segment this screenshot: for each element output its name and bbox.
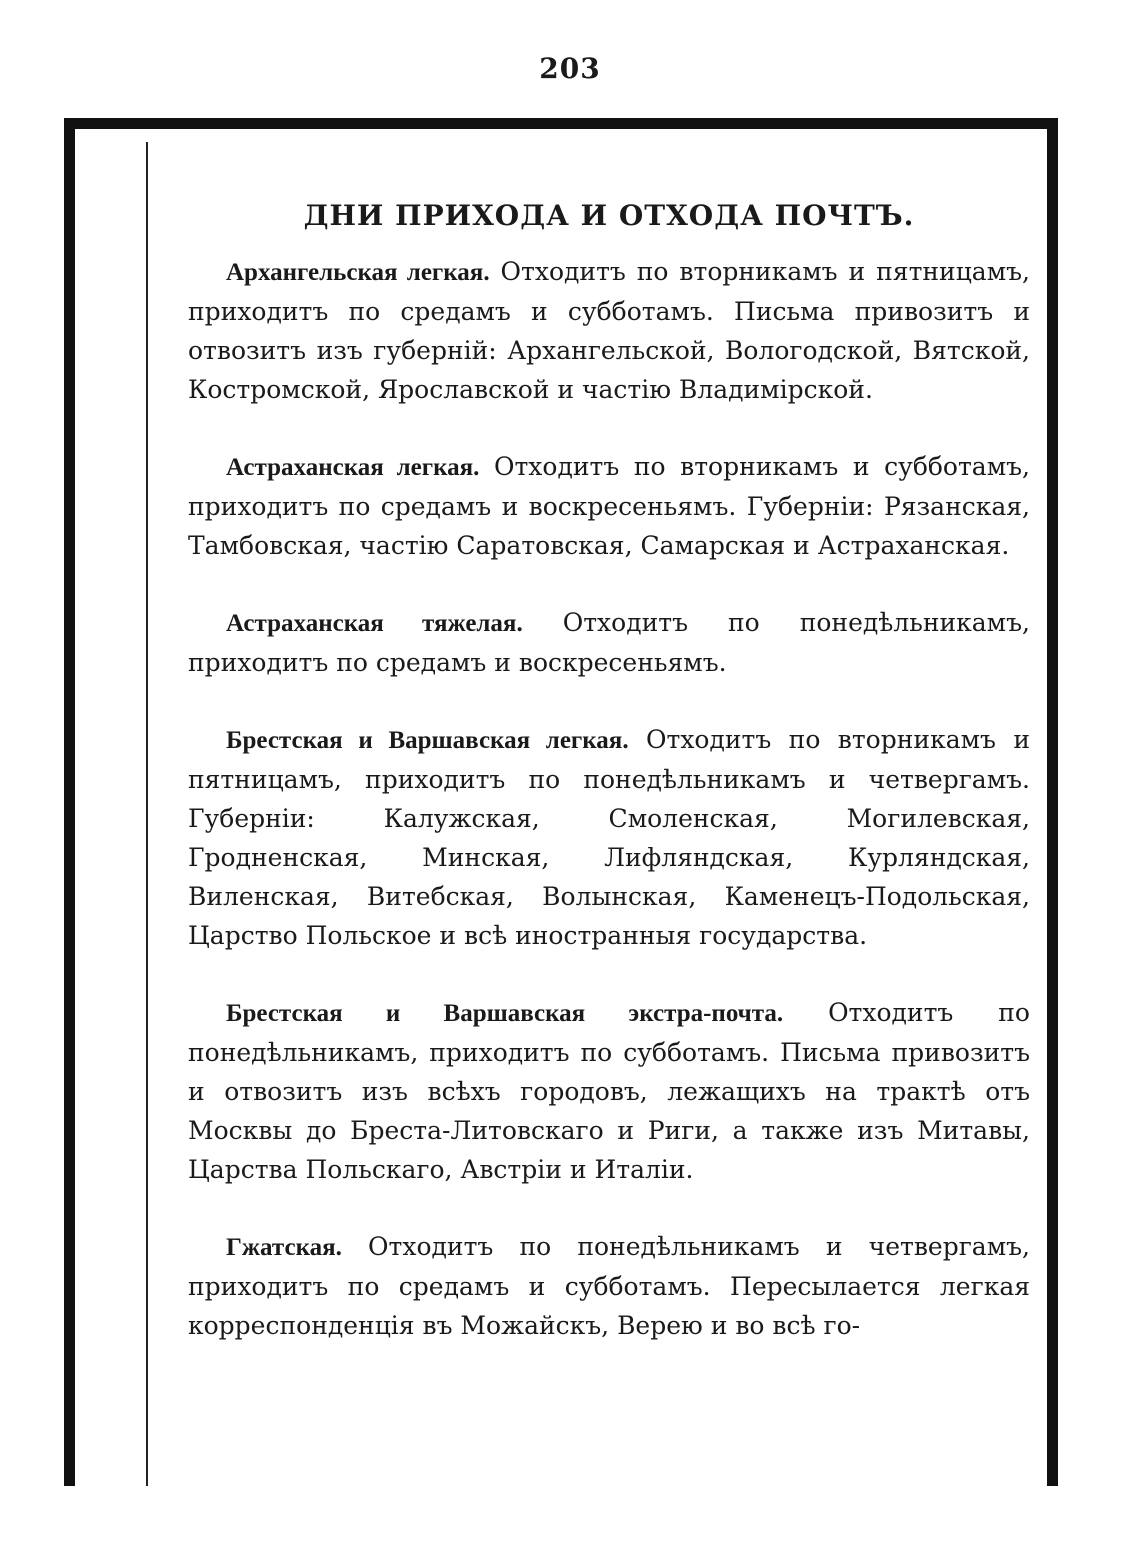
page-heading: ДНИ ПРИХОДА И ОТХОДА ПОЧТЪ. <box>303 199 915 232</box>
entry-title: Астраханская легкая. <box>226 454 480 481</box>
entry-title: Архангельская легкая. <box>226 259 490 286</box>
entry-brest-warsaw-express <box>188 993 1030 1189</box>
page-content <box>188 196 1030 1345</box>
page-number: 203 <box>539 52 601 85</box>
entry-brest-warsaw-light <box>188 720 1030 955</box>
entry-astrakhan-heavy <box>188 603 1030 682</box>
entry-title: Гжатская. <box>226 1234 342 1261</box>
entry-text: Отходитъ по вторникамъ и субботамъ, приходитъ по средамъ и воскресеньямъ. Губерніи: Рязанская, Тамбовская, частію Саратовская, Самарская и Астраханская. <box>188 452 1031 560</box>
entry-text: Отходитъ по вторникамъ и пятницамъ, приходитъ по средамъ и субботамъ. Письма привозитъ и отвозитъ изъ губерній: Архангельской, Вологодской, Вятской, Костромской, Ярославской и частію Владимірской. <box>188 257 1030 404</box>
entry-text: Отходитъ по понедѣльникамъ, приходитъ по субботамъ. Письма привозитъ и отвозитъ изъ всѣхъ городовъ, лежащихъ на трактѣ отъ Москвы до Бреста-Литовскаго и Риги, а также изъ Митавы, Царства Польскаго, Австріи и Италіи. <box>188 998 1030 1184</box>
entry-text: Отходитъ по понедѣльникамъ и четвергамъ, приходитъ по средамъ и субботамъ. Пересылается легкая корреспонденція въ Можайскъ, Верею и во всѣ го- <box>188 1232 1030 1340</box>
entry-gzhatsk <box>188 1227 1030 1345</box>
entry-title: Астраханская тяжелая. <box>226 610 523 637</box>
entry-astrakhan-light <box>188 447 1030 565</box>
margin-rule <box>146 142 148 1486</box>
entry-text: Отходитъ по понедѣльникамъ, приходитъ по средамъ и воскресеньямъ. <box>188 608 1030 677</box>
entry-text: Отходитъ по вторникамъ и пятницамъ, приходитъ по понедѣльникамъ и четвергамъ. Губерніи: Калужская, Смоленская, Могилевская, Гродненская, Минская, Лифляндская, Курляндская, Виленская, Витебская, Волынская, Каменецъ-Подольская, Царство Польское и всѣ иностранныя государства. <box>188 725 1031 950</box>
entry-title: Брестская и Варшавская экстра-почта. <box>226 1000 784 1027</box>
entry-arkhangelsk-light <box>188 252 1030 409</box>
entry-title: Брестская и Варшавская легкая. <box>226 727 629 754</box>
